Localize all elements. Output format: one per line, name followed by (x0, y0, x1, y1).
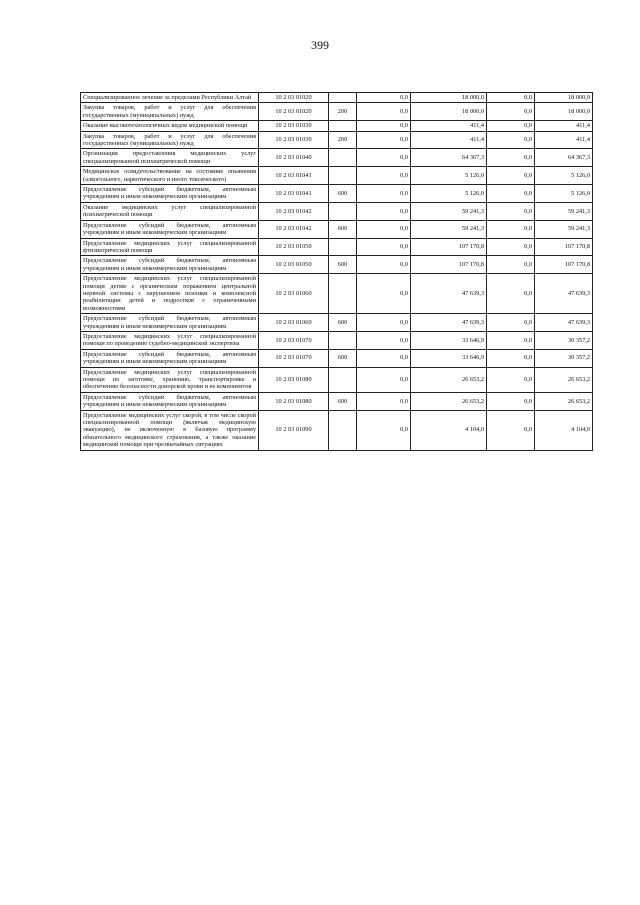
row-value-2-cell: 26 653,2 (411, 367, 487, 392)
row-name-cell: Закупка товаров, работ и услуг для обеспечения государственных (муниципальных) нужд (81, 131, 259, 149)
row-value-3-cell: 0,0 (487, 274, 535, 314)
table-row (81, 121, 593, 131)
row-expense-type-cell: 600 (329, 314, 357, 332)
row-code-cell: 10 2 03 01030 (259, 121, 329, 131)
row-name-cell: Предоставление субсидий бюджетным, автономным учреждениям и иным некоммерческим организациям (81, 349, 259, 367)
table-row (81, 185, 593, 203)
row-expense-type-cell (329, 367, 357, 392)
row-value-4-cell: 59 241,3 (535, 220, 593, 238)
table-row (81, 103, 593, 121)
row-value-3-cell: 0,0 (487, 121, 535, 131)
row-value-1-cell: 0,0 (357, 367, 411, 392)
row-code-cell: 10 2 03 01050 (259, 238, 329, 256)
row-expense-type-cell (329, 274, 357, 314)
row-value-3-cell: 0,0 (487, 238, 535, 256)
table-row (81, 331, 593, 349)
row-value-1-cell: 0,0 (357, 185, 411, 203)
row-value-1-cell: 0,0 (357, 202, 411, 220)
row-code-cell: 10 2 03 01042 (259, 202, 329, 220)
table-row (81, 367, 593, 392)
row-value-1-cell: 0,0 (357, 93, 411, 103)
table-row (81, 314, 593, 332)
row-value-1-cell: 0,0 (357, 131, 411, 149)
table-row (81, 202, 593, 220)
row-value-3-cell: 0,0 (487, 331, 535, 349)
row-value-4-cell: 4 104,0 (535, 410, 593, 450)
row-value-1-cell: 0,0 (357, 220, 411, 238)
row-value-2-cell: 64 367,3 (411, 149, 487, 167)
row-name-cell: Предоставление медицинских услуг специализированной фтизиатрической помощи (81, 238, 259, 256)
row-value-2-cell: 5 126,0 (411, 185, 487, 203)
row-expense-type-cell: 600 (329, 220, 357, 238)
table-row (81, 131, 593, 149)
row-value-1-cell: 0,0 (357, 410, 411, 450)
row-expense-type-cell (329, 410, 357, 450)
row-name-cell: Предоставление медицинских услуг специализированной помощи по заготовке, хранению, транспортировке и обеспечению безопасности донорской крови и ее компонентов (81, 367, 259, 392)
row-value-4-cell: 30 357,2 (535, 331, 593, 349)
row-name-cell: Организация предоставления медицинских услуг специализированной психиатрической помощи (81, 149, 259, 167)
row-expense-type-cell (329, 121, 357, 131)
row-value-4-cell: 30 357,2 (535, 349, 593, 367)
row-name-cell: Предоставление субсидий бюджетным, автономным учреждениям и иным некоммерческим организациям (81, 256, 259, 274)
row-value-2-cell: 33 646,9 (411, 349, 487, 367)
row-code-cell: 10 2 03 01070 (259, 331, 329, 349)
row-value-3-cell: 0,0 (487, 103, 535, 121)
row-expense-type-cell (329, 149, 357, 167)
row-expense-type-cell (329, 238, 357, 256)
budget-table-body (81, 93, 593, 451)
row-code-cell: 10 2 03 01041 (259, 185, 329, 203)
row-value-3-cell: 0,0 (487, 256, 535, 274)
table-row (81, 238, 593, 256)
row-value-1-cell: 0,0 (357, 167, 411, 185)
row-code-cell: 10 2 03 01050 (259, 256, 329, 274)
row-expense-type-cell (329, 331, 357, 349)
row-expense-type-cell (329, 167, 357, 185)
table-row (81, 274, 593, 314)
row-code-cell: 10 2 03 01060 (259, 314, 329, 332)
row-code-cell: 10 2 03 01060 (259, 274, 329, 314)
page-number: 399 (311, 38, 329, 52)
budget-table (80, 92, 593, 451)
row-value-4-cell: 107 170,8 (535, 238, 593, 256)
row-code-cell: 10 2 03 01070 (259, 349, 329, 367)
row-value-1-cell: 0,0 (357, 314, 411, 332)
row-value-4-cell: 64 367,3 (535, 149, 593, 167)
row-code-cell: 10 2 03 01020 (259, 93, 329, 103)
row-expense-type-cell: 600 (329, 349, 357, 367)
row-name-cell: Предоставление субсидий бюджетным, автономным учреждениям и иным некоммерческим организациям (81, 220, 259, 238)
row-value-3-cell: 0,0 (487, 202, 535, 220)
row-name-cell: Предоставление субсидий бюджетным, автономным учреждениям и иным некоммерческим организациям (81, 185, 259, 203)
row-value-4-cell: 107 170,8 (535, 256, 593, 274)
row-expense-type-cell: 600 (329, 256, 357, 274)
row-name-cell: Предоставление медицинских услуг скорой, в том числе скорой специализированной помощи (включая медицинскую эвакуацию), не включенную в базовую программу обязательного медицинского страхования, а также оказание медицинской помощи при чрезвычайных ситуациях (81, 410, 259, 450)
row-value-1-cell: 0,0 (357, 331, 411, 349)
row-name-cell: Оказание медицинских услуг специализированной психиатрической помощи (81, 202, 259, 220)
row-code-cell: 10 2 03 01042 (259, 220, 329, 238)
row-name-cell: Специализированное лечение за пределами Республики Алтай (81, 93, 259, 103)
row-value-4-cell: 18 000,0 (535, 93, 593, 103)
row-value-2-cell: 5 126,0 (411, 167, 487, 185)
row-code-cell: 10 2 03 01090 (259, 410, 329, 450)
row-value-2-cell: 47 639,3 (411, 274, 487, 314)
row-name-cell: Предоставление субсидий бюджетным, автономным учреждениям и иным некоммерческим организациям (81, 392, 259, 410)
table-row (81, 349, 593, 367)
row-value-2-cell: 18 000,0 (411, 103, 487, 121)
row-value-3-cell: 0,0 (487, 392, 535, 410)
table-row (81, 167, 593, 185)
table-row (81, 410, 593, 450)
row-expense-type-cell (329, 93, 357, 103)
row-value-3-cell: 0,0 (487, 349, 535, 367)
row-name-cell: Предоставление медицинских услуг специализированной помощи по проведению судебно-медицинской экспертизы (81, 331, 259, 349)
row-code-cell: 10 2 03 01030 (259, 131, 329, 149)
row-value-2-cell: 107 170,8 (411, 238, 487, 256)
row-value-3-cell: 0,0 (487, 167, 535, 185)
row-value-3-cell: 0,0 (487, 314, 535, 332)
row-value-2-cell: 411,4 (411, 131, 487, 149)
row-name-cell: Предоставление субсидий бюджетным, автономным учреждениям и иным некоммерческим организациям (81, 314, 259, 332)
row-code-cell: 10 2 03 01041 (259, 167, 329, 185)
row-expense-type-cell (329, 202, 357, 220)
row-value-4-cell: 411,4 (535, 131, 593, 149)
row-value-4-cell: 26 653,2 (535, 392, 593, 410)
row-value-2-cell: 411,4 (411, 121, 487, 131)
row-value-2-cell: 47 639,3 (411, 314, 487, 332)
row-value-1-cell: 0,0 (357, 392, 411, 410)
row-value-1-cell: 0,0 (357, 256, 411, 274)
row-value-2-cell: 107 170,8 (411, 256, 487, 274)
table-row (81, 149, 593, 167)
row-code-cell: 10 2 03 01080 (259, 367, 329, 392)
row-value-4-cell: 5 126,0 (535, 167, 593, 185)
row-value-3-cell: 0,0 (487, 367, 535, 392)
row-value-2-cell: 59 241,3 (411, 202, 487, 220)
row-value-3-cell: 0,0 (487, 131, 535, 149)
row-name-cell: Закупка товаров, работ и услуг для обеспечения государственных (муниципальных) нужд (81, 103, 259, 121)
row-value-3-cell: 0,0 (487, 220, 535, 238)
row-value-2-cell: 4 104,0 (411, 410, 487, 450)
row-value-4-cell: 18 000,0 (535, 103, 593, 121)
row-value-1-cell: 0,0 (357, 149, 411, 167)
row-value-2-cell: 59 241,3 (411, 220, 487, 238)
table-row (81, 392, 593, 410)
row-code-cell: 10 2 03 01040 (259, 149, 329, 167)
row-value-4-cell: 47 639,3 (535, 314, 593, 332)
row-name-cell: Предоставление медицинских услуг специализированной помощи детям с органическим поражением центральной нервной системы с нарушением психики и комплексной реабилитации детей и подростков с ограниченными возможностями (81, 274, 259, 314)
row-value-4-cell: 5 126,0 (535, 185, 593, 203)
row-value-3-cell: 0,0 (487, 149, 535, 167)
row-value-3-cell: 0,0 (487, 185, 535, 203)
row-value-1-cell: 0,0 (357, 238, 411, 256)
row-expense-type-cell: 600 (329, 392, 357, 410)
row-name-cell: Оказание высокотехнологичных видов медицинской помощи (81, 121, 259, 131)
table-row (81, 256, 593, 274)
row-value-1-cell: 0,0 (357, 274, 411, 314)
row-value-4-cell: 47 639,3 (535, 274, 593, 314)
row-value-1-cell: 0,0 (357, 349, 411, 367)
table-row (81, 93, 593, 103)
row-expense-type-cell: 200 (329, 131, 357, 149)
row-name-cell: Медицинское освидетельствование на состояние опьянения (алкогольного, наркотического и иного токсического) (81, 167, 259, 185)
row-value-3-cell: 0,0 (487, 93, 535, 103)
row-expense-type-cell: 600 (329, 185, 357, 203)
row-value-2-cell: 18 000,0 (411, 93, 487, 103)
row-code-cell: 10 2 03 01020 (259, 103, 329, 121)
row-value-4-cell: 411,4 (535, 121, 593, 131)
table-row (81, 220, 593, 238)
row-value-4-cell: 26 653,2 (535, 367, 593, 392)
row-value-1-cell: 0,0 (357, 103, 411, 121)
row-value-4-cell: 59 241,3 (535, 202, 593, 220)
row-code-cell: 10 2 03 01080 (259, 392, 329, 410)
row-value-3-cell: 0,0 (487, 410, 535, 450)
row-value-2-cell: 33 646,9 (411, 331, 487, 349)
row-value-1-cell: 0,0 (357, 121, 411, 131)
row-expense-type-cell: 200 (329, 103, 357, 121)
row-value-2-cell: 26 653,2 (411, 392, 487, 410)
